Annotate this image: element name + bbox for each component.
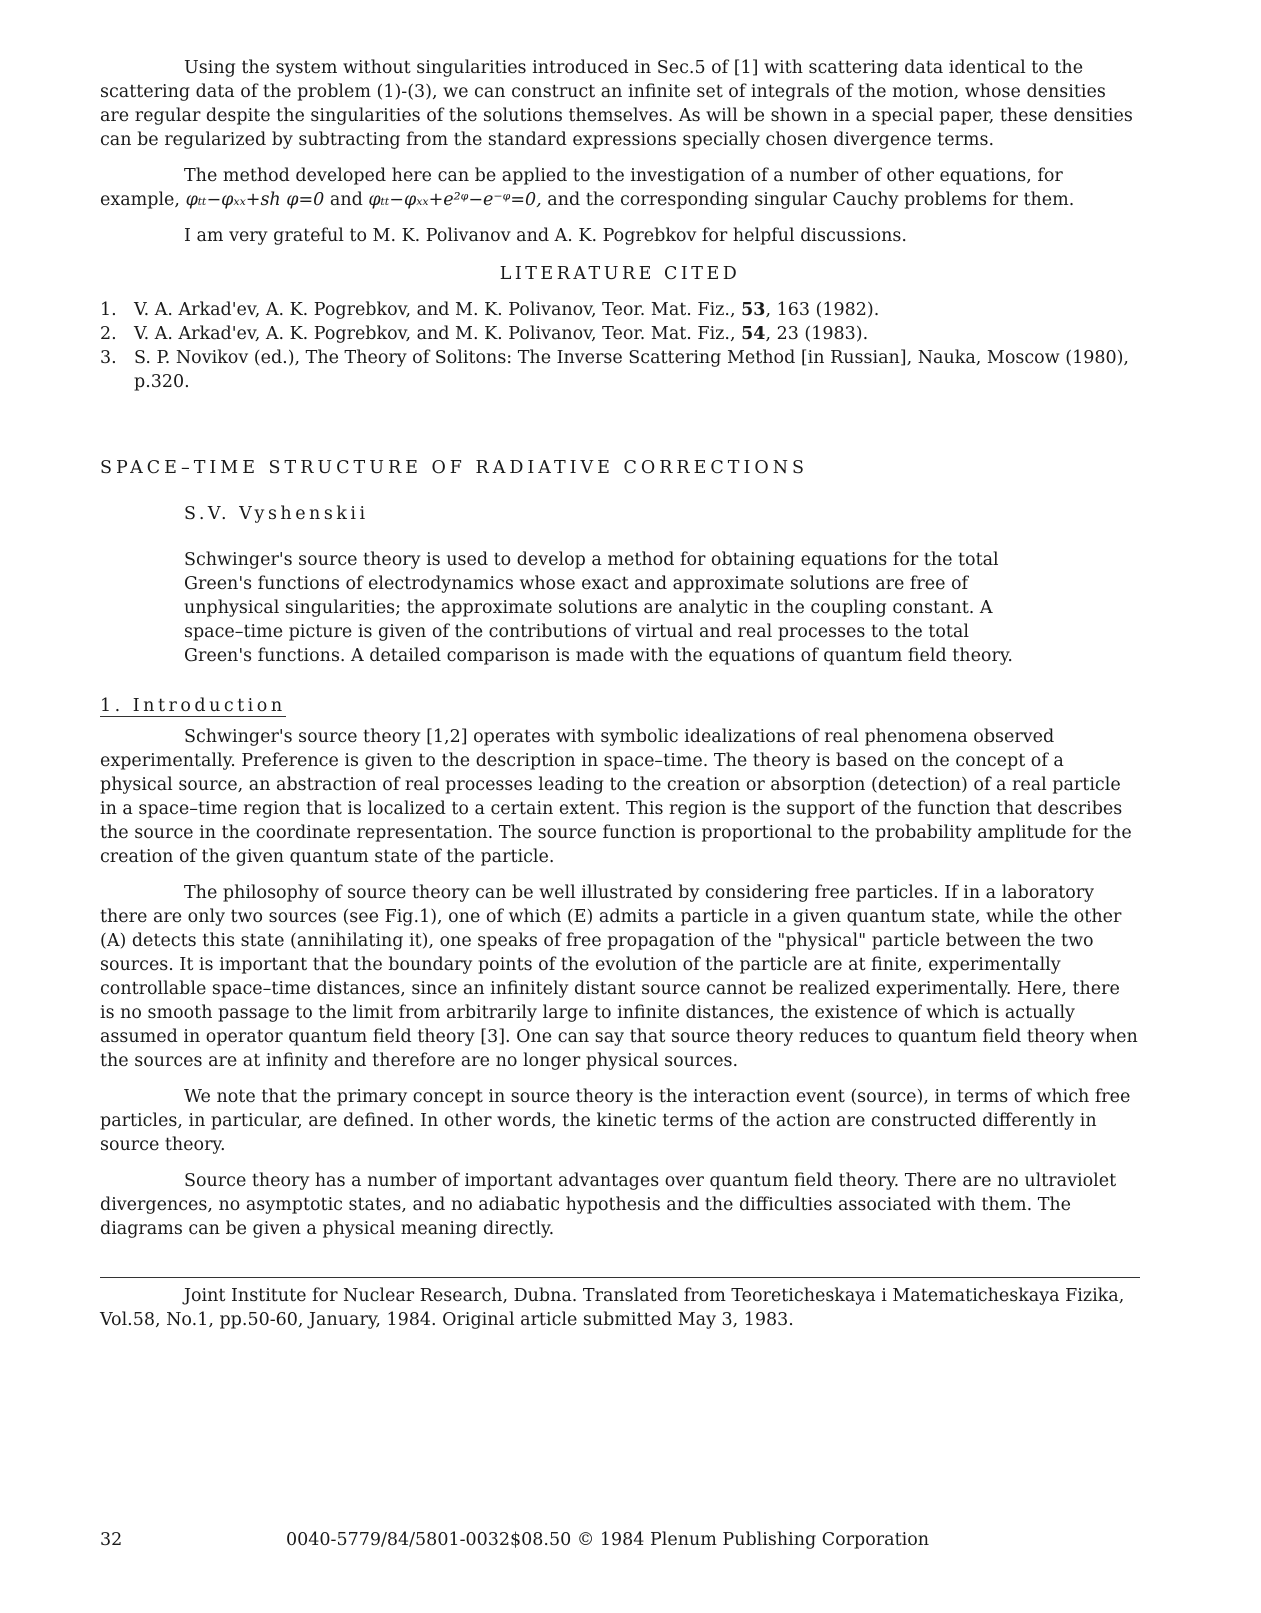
equation-exp: φₜₜ−φₓₓ+e²ᵠ−e⁻ᵠ=0,	[368, 190, 542, 210]
body-paragraph: The philosophy of source theory can be well illustrated by considering free particles. If in a laboratory there are only two sources (see Fig.1), one of which (E) admits a particle in a given quantum state, while the other (A) detects this state (annihilating it), one speaks of free propagation of the "physical" particle between the two sources. It is important that the boundary points of the evolution of the particle are at finite, experimentally controllable space–time distances, since an infinitely distant source cannot be realized experimentally. Here, there is no smooth passage to the limit from arbitrarily large to infinite distances, the existence of which is actually assumed in operator quantum field theory [3]. One can say that source theory reduces to quantum field theory when the sources are at infinity and therefore are no longer physical sources.	[100, 883, 1138, 1071]
reference-text: V. A. Arkad'ev, A. K. Pogrebkov, and M. K. Polivanov, Teor. Mat. Fiz.,	[134, 300, 742, 320]
reference-item	[100, 322, 1140, 346]
reference-pages: , 23 (1983).	[765, 324, 869, 344]
footnote	[100, 1277, 1140, 1332]
body-paragraph: Source theory has a number of important advantages over quantum field theory. There are no ultraviolet divergences, no asymptotic states, and no adiabatic hypothesis and the difficulties associated with them. The diagrams can be given a physical meaning directly.	[100, 1171, 1117, 1239]
page-body	[100, 56, 1140, 1332]
body-paragraph: Schwinger's source theory [1,2] operates with symbolic idealizations of real phenomena observed experimentally. Preference is given to the description in space–time. The theory is based on the concept of a physical source, an abstraction of real processes leading to the creation or absorption (detection) of a real particle in a space–time region that is localized to a certain extent. This region is the support of the function that describes the source in the coordinate representation. The source function is proportional to the probability amplitude for the creation of the given quantum state of the particle.	[100, 727, 1132, 867]
reference-number: 2.	[100, 324, 117, 344]
method-text-after: and the corresponding singular Cauchy problems for them.	[547, 190, 1075, 210]
reference-item	[100, 346, 1140, 394]
page-number: 32	[100, 1530, 123, 1550]
publisher-line: 0040-5779/84/5801-0032$08.50 © 1984 Plenum Publishing Corporation	[286, 1530, 930, 1550]
method-text-and: and	[329, 190, 363, 210]
intro-paragraph: Using the system without singularities introduced in Sec.5 of [1] with scattering data identical to the scattering data of the problem (1)-(3), we can construct an infinite set of integrals of the motion, whose densities are regular despite the singularities of the solutions themselves. As will be shown in a special paper, these densities can be regularized by subtracting from the standard expressions specially chosen divergence terms.	[100, 58, 1133, 150]
reference-volume: 53	[741, 300, 766, 320]
method-text-before: The method developed here can be applied to the investigation of a number of other equations, for example,	[100, 166, 1063, 210]
reference-text: V. A. Arkad'ev, A. K. Pogrebkov, and M. K. Polivanov, Teor. Mat. Fiz.,	[134, 324, 742, 344]
section-heading-introduction: 1. Introduction	[100, 696, 286, 716]
acknowledgment: I am very grateful to M. K. Polivanov and A. K. Pogrebkov for helpful discussions.	[184, 226, 907, 246]
abstract: Schwinger's source theory is used to develop a method for obtaining equations for the total Green's functions of electrodynamics whose exact and approximate solutions are free of unphysical singularities; the approximate solutions are analytic in the coupling constant. A space–time picture is given of the contributions of virtual and real processes to the total Green's functions. A detailed comparison is made with the equations of quantum field theory.	[184, 550, 1013, 666]
reference-pages: , 163 (1982).	[765, 300, 880, 320]
footnote-text: Joint Institute for Nuclear Research, Dubna. Translated from Teoreticheskaya i Matematicheskaya Fizika, Vol.58, No.1, pp.50-60, January, 1984. Original article submitted May 3, 1983.	[100, 1286, 1125, 1330]
article-title: SPACE–TIME STRUCTURE OF RADIATIVE CORRECTIONS	[100, 458, 808, 478]
literature-cited-heading: LITERATURE CITED	[499, 264, 741, 284]
reference-list	[100, 298, 1140, 394]
reference-number: 1.	[100, 300, 117, 320]
author-name: S.V. Vyshenskii	[184, 504, 369, 524]
reference-text: S. P. Novikov (ed.), The Theory of Solitons: The Inverse Scattering Method [in Russian], Nauka, Moscow (1980), p.320.	[134, 348, 1129, 392]
reference-item	[100, 298, 1140, 322]
body-paragraph: We note that the primary concept in source theory is the interaction event (source), in terms of which free particles, in particular, are defined. In other words, the kinetic terms of the action are constructed differently in source theory.	[100, 1087, 1131, 1155]
equation-sh: φₜₜ−φₓₓ+sh φ=0	[185, 190, 325, 210]
method-paragraph	[100, 164, 1140, 212]
reference-number: 3.	[100, 348, 117, 368]
reference-volume: 54	[741, 324, 766, 344]
